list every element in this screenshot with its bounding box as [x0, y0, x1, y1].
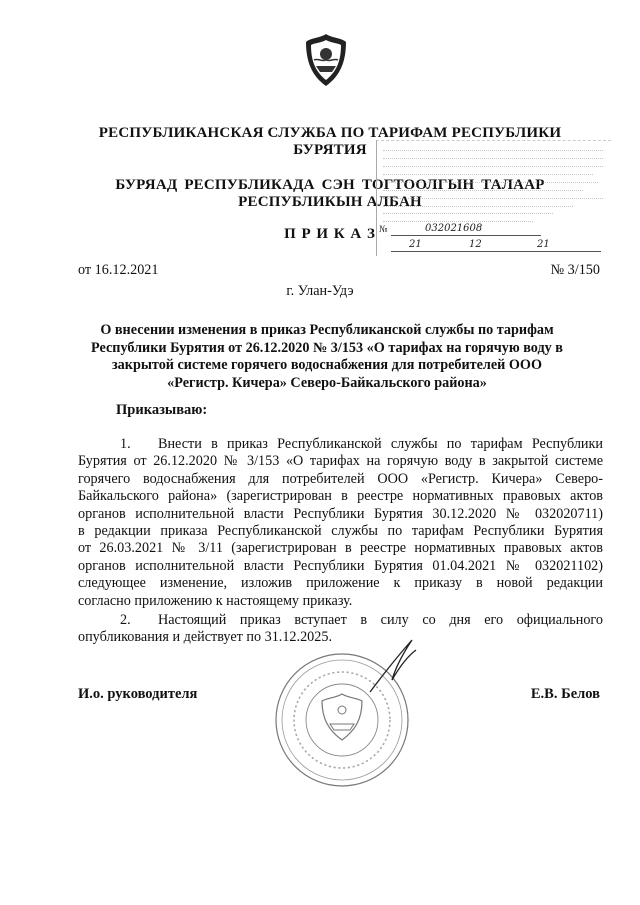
stamp-number-underline [391, 235, 541, 236]
item-2-line-2: опубликования и действует по 31.12.2025. [78, 629, 332, 646]
item-1-line-2: Бурятия от 26.12.2020 № 3/153 «О тарифах на горячую воду в закрытой системе [78, 453, 603, 470]
item-1-line-8: органов исполнительной власти Республики Бурятия 01.04.2021 № 032021102) [78, 557, 603, 574]
document-city: г. Улан-Удэ [286, 283, 354, 299]
signer-name: Е.В. Белов [530, 686, 600, 702]
title-line-3: закрытой системе горячего водоснабжения для потребителей ООО [111, 357, 543, 373]
order-word: Приказываю: [116, 402, 208, 418]
item-1-line-10: согласно приложению к настоящему приказу. [78, 592, 353, 609]
item-1-line-7: от 26.03.2021 № 3/11 (зарегистрирован в реестре нормативных правовых актов [78, 540, 603, 557]
item-2 [78, 612, 603, 647]
stamp-date-month: 12 [469, 239, 482, 250]
item-1 [78, 436, 603, 610]
stamp-registration-number: 032021608 [425, 223, 483, 234]
registration-stamp-fine-text [383, 145, 603, 222]
title-line-4: «Регистр. Кичера» Северо-Байкальского района» [167, 374, 487, 391]
document-date: от 16.12.2021 [78, 262, 159, 278]
title-line-1: О внесении изменения в приказ Республиканской службы по тарифам [100, 322, 554, 338]
stamp-date-underline [391, 251, 601, 252]
item-1-line-5: органов исполнительной власти Республики Бурятия 30.12.2020 № 032020711) [78, 505, 603, 522]
document-title [62, 322, 592, 392]
coat-of-arms-emblem [302, 32, 350, 88]
registration-stamp [376, 140, 611, 256]
item-1-line-6: в редакции приказа Республиканской службы по тарифам Республики Бурятия [78, 523, 603, 540]
item-2-line-1: Настоящий приказ вступает в силу со дня его официального [158, 612, 603, 628]
stamp-number-prefix: № [379, 225, 388, 235]
org-name-bua-line1: БУРЯАД РЕСПУБЛИКАДА СЭН ТОГТООЛГЫН ТАЛААР [115, 177, 545, 193]
stamp-date-year: 21 [537, 239, 550, 250]
item-1-number: 1. [120, 436, 131, 452]
org-name-bua-line2: РЕСПУБЛИКЫН АЛБАН [238, 194, 422, 210]
item-1-line-1: Внести в приказ Республиканской службы по тарифам Республики [158, 436, 603, 452]
org-name-ru-line2: БУРЯТИЯ [293, 142, 367, 158]
document-type: П Р И К А З [284, 226, 376, 242]
item-1-line-3: горячего водоснабжения для потребителей ООО «Регистр. Кичера» Северо- [78, 470, 603, 487]
title-line-2: Республики Бурятия от 26.12.2020 № 3/153 «О тарифах на горячую воду в [91, 339, 563, 356]
item-1-line-9: следующее изменение, изложив приложение к приказу в новой редакции [78, 575, 603, 592]
stamp-date-day: 21 [409, 239, 422, 250]
item-2-number: 2. [120, 612, 131, 628]
document-number: № 3/150 [550, 262, 600, 278]
handwritten-signature [362, 636, 422, 696]
org-name-ru-line1: РЕСПУБЛИКАНСКАЯ СЛУЖБА ПО ТАРИФАМ РЕСПУБЛИКИ [98, 125, 562, 141]
signer-position: И.о. руководителя [78, 686, 198, 702]
item-1-line-4: Байкальского района» (зарегистрирован в реестре нормативных правовых актов [78, 488, 603, 505]
